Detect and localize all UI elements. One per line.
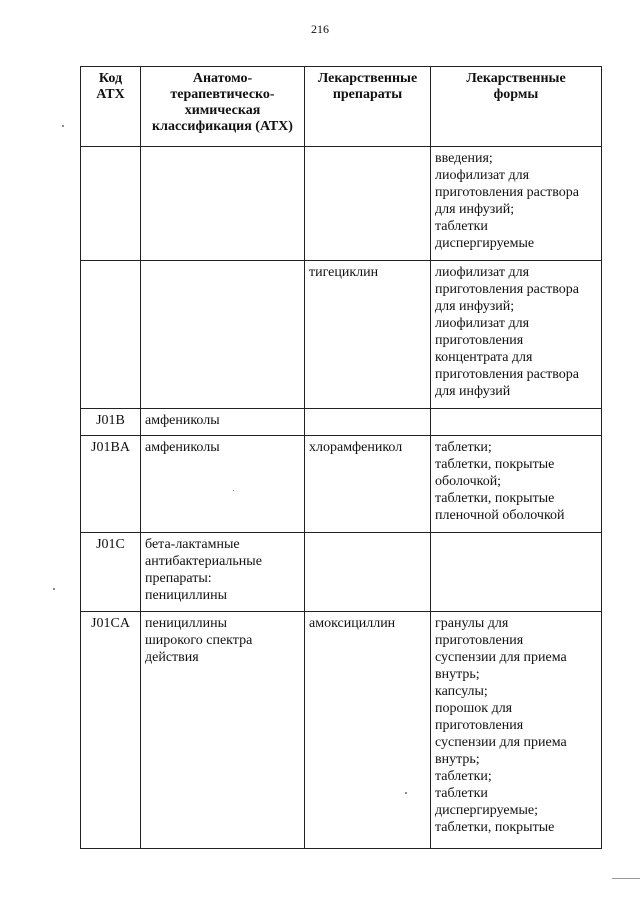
row-dosage-forms: лиофилизат для приготовления раствора для инфузий; лиофилизат для приготовления концентрата для приготовления раствора для инфузий <box>431 261 602 409</box>
row-preparation: хлорамфеникол <box>305 436 431 533</box>
header-atx-code: Код ATX <box>81 67 141 147</box>
table-row <box>81 409 602 436</box>
table-row <box>81 147 602 261</box>
scan-speck <box>233 490 234 491</box>
row-dosage-forms <box>431 533 602 612</box>
scan-edge-mark <box>612 878 640 879</box>
row-preparation: амоксициллин <box>305 612 431 849</box>
row-classification: пенициллины широкого спектра действия <box>141 612 305 849</box>
table-row <box>81 533 602 612</box>
scan-speck <box>62 125 64 127</box>
row-dosage-forms: таблетки; таблетки, покрытые оболочкой; таблетки, покрытые пленочной оболочкой <box>431 436 602 533</box>
page-number: 216 <box>311 22 329 36</box>
table-row <box>81 612 602 849</box>
row-preparation <box>305 533 431 612</box>
header-dosage-forms: Лекарственные формы <box>431 67 602 147</box>
atx-drug-table <box>80 66 602 849</box>
row-dosage-forms: гранулы для приготовления суспензии для приема внутрь; капсулы; порошок для приготовления суспензии для приема внутрь; таблетки; таблетки диспергируемые; таблетки, покрытые <box>431 612 602 849</box>
table-header-row <box>81 67 602 147</box>
row-preparation: тигециклин <box>305 261 431 409</box>
row-classification: амфениколы <box>141 436 305 533</box>
row-classification: бета-лактамные антибактериальные препараты: пенициллины <box>141 533 305 612</box>
table-row <box>81 436 602 533</box>
row-classification <box>141 147 305 261</box>
table-row <box>81 261 602 409</box>
row-classification <box>141 261 305 409</box>
header-drug-preparations: Лекарственные препараты <box>305 67 431 147</box>
scan-speck <box>53 588 55 590</box>
row-atx-code: J01CA <box>81 612 141 849</box>
row-preparation <box>305 409 431 436</box>
row-atx-code <box>81 261 141 409</box>
row-classification: амфениколы <box>141 409 305 436</box>
row-atx-code: J01B <box>81 409 141 436</box>
row-preparation <box>305 147 431 261</box>
row-atx-code <box>81 147 141 261</box>
row-dosage-forms <box>431 409 602 436</box>
row-atx-code: J01BA <box>81 436 141 533</box>
header-atx-classification: Анатомо- терапевтическо- химическая классификация (АТХ) <box>141 67 305 147</box>
row-atx-code: J01C <box>81 533 141 612</box>
scan-speck <box>405 792 407 794</box>
row-dosage-forms: введения; лиофилизат для приготовления раствора для инфузий; таблетки диспергируемые <box>431 147 602 261</box>
